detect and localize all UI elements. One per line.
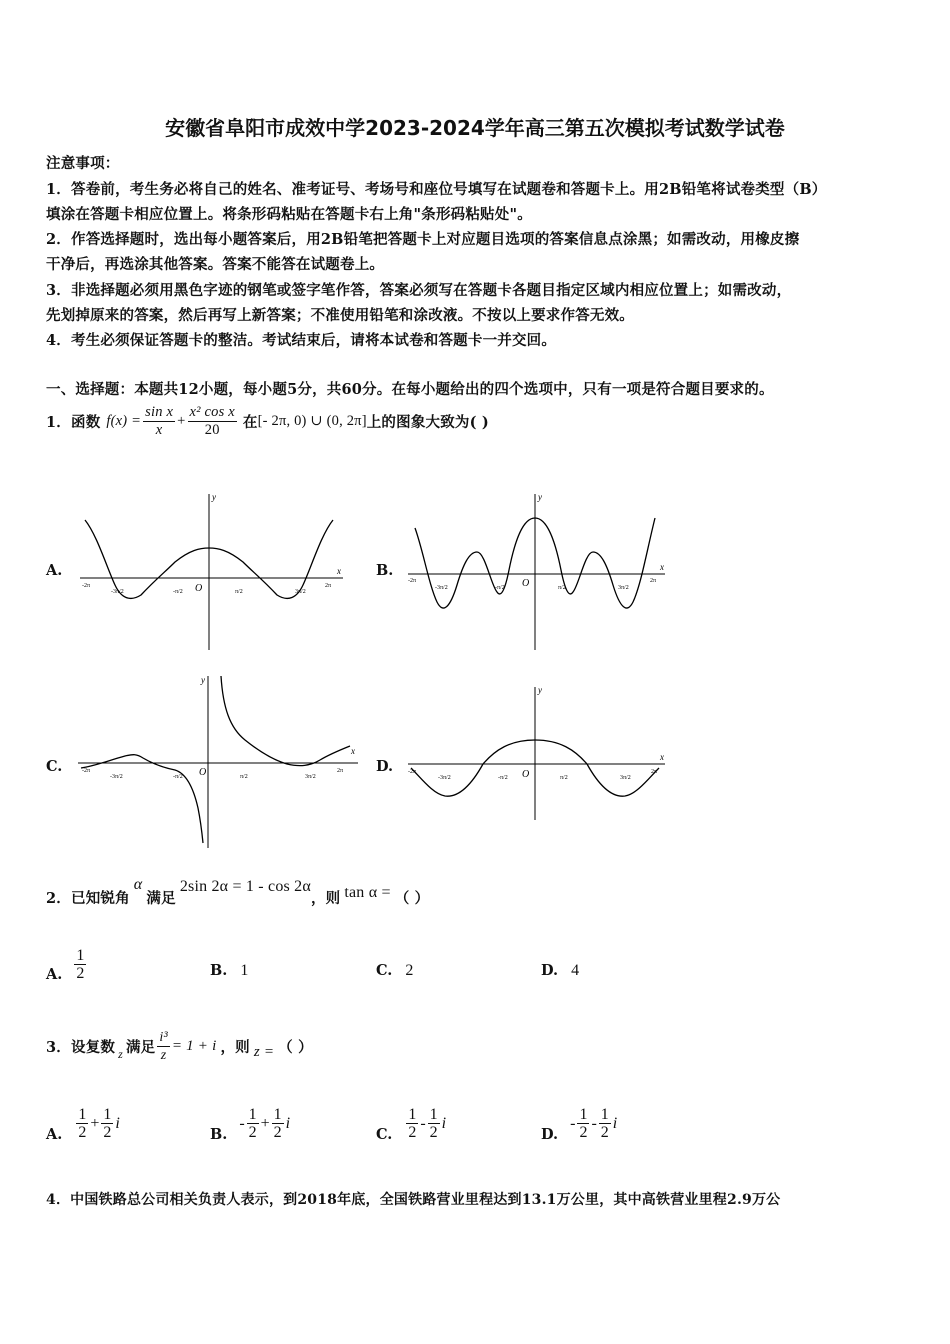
graph-d-tick-1: -2π xyxy=(408,769,417,775)
q3-num: i³ xyxy=(159,1029,168,1045)
q3-option-a-num-1: 1 xyxy=(78,1106,87,1123)
graph-b-x-label: x xyxy=(660,562,664,572)
q2-option-c[interactable] xyxy=(376,962,413,980)
q3-option-d-i: i xyxy=(612,1114,618,1132)
graph-b-tick-5: 3π/2 xyxy=(618,585,629,591)
graph-d-tick-3: -π/2 xyxy=(498,775,508,781)
q2-option-b-value: 1 xyxy=(240,962,249,979)
graph-d xyxy=(405,682,670,822)
graph-b-tick-2: -3π/2 xyxy=(435,585,448,591)
q3-option-c-frac-1 xyxy=(406,1106,418,1141)
q1-option-c-label[interactable]: C. xyxy=(46,758,63,775)
q3-option-c-i: i xyxy=(441,1114,447,1132)
q3-option-c[interactable] xyxy=(376,1104,446,1143)
q3-option-b-den-1: 2 xyxy=(248,1124,257,1141)
q3-option-c-den-2: 2 xyxy=(429,1124,438,1141)
q3-mid: 满足 xyxy=(125,1038,156,1056)
q2-option-a-den: 2 xyxy=(76,965,85,982)
graph-d-tick-5: 3π/2 xyxy=(620,775,631,781)
graph-b-tick-1: -2π xyxy=(408,578,417,584)
q3-option-d-sign-2: - xyxy=(591,1114,597,1132)
q3-option-d-den-1: 2 xyxy=(579,1124,588,1141)
notice-line-6: 先划掉原来的答案，然后再写上新答案；不准使用铅笔和涂改液。不按以上要求作答无效。 xyxy=(46,307,634,324)
graph-a-tick-2: -3π/2 xyxy=(111,589,124,595)
q3-option-d-num-2: 1 xyxy=(600,1106,609,1123)
graph-a-tick-4: π/2 xyxy=(235,589,243,595)
graph-a xyxy=(75,490,350,655)
q3-option-c-den-1: 2 xyxy=(408,1124,417,1141)
q2-expr: tan α = xyxy=(344,884,391,901)
notice-line-7: 4．考生必须保证答题卡的整洁。考试结束后，请将本试卷和答题卡一并交回。 xyxy=(46,332,557,349)
q3-option-b-frac-2 xyxy=(272,1106,284,1141)
q3-option-a-num-2: 1 xyxy=(103,1106,112,1123)
section-heading: 一、选择题：本题共12小题，每小题5分，共60分。在每小题给出的四个选项中，只有一项是符合题目要求的。 xyxy=(46,381,774,398)
q3-option-b-den-2: 2 xyxy=(273,1124,282,1141)
q3-option-b-i: i xyxy=(285,1114,291,1132)
q2-condition: 2sin 2α = 1 - cos 2α xyxy=(179,878,311,895)
graph-c xyxy=(75,668,365,850)
q2-option-c-label: C. xyxy=(376,962,393,979)
q3-comma: ，则 xyxy=(220,1038,250,1056)
q2-option-d-label: D. xyxy=(541,962,559,979)
graph-a-x-label: x xyxy=(337,566,341,576)
q2-comma: ，则 xyxy=(310,890,341,907)
graph-a-origin: O xyxy=(195,583,203,594)
q3-option-d-frac-2 xyxy=(599,1106,611,1141)
graph-c-tick-2: -3π/2 xyxy=(110,774,123,780)
q3-option-b-num-2: 1 xyxy=(273,1106,282,1123)
q2-option-c-value: 2 xyxy=(405,962,414,979)
question-4: 4．中国铁路总公司相关负责人表示，到2018年底，全国铁路营业里程达到13.1万公里，其中高铁营业里程2.9万公 xyxy=(46,1192,781,1208)
q2-mid: 满足 xyxy=(146,890,176,907)
q2-suffix: （ ） xyxy=(394,890,430,907)
notice-line-1: 1．答卷前，考生务必将自己的姓名、准考证号、考场号和座位号填写在试题卷和答题卡上。用2B铅笔将试卷类型（B） xyxy=(46,181,827,198)
q2-option-b[interactable] xyxy=(210,962,248,980)
q3-suffix: （ ） xyxy=(278,1038,313,1056)
graph-d-tick-4: π/2 xyxy=(560,775,568,781)
q3-option-b-frac-1 xyxy=(247,1106,259,1141)
q3-option-c-frac-2 xyxy=(428,1106,440,1141)
q3-option-d-den-2: 2 xyxy=(600,1124,609,1141)
graph-a-tick-5: 3π/2 xyxy=(295,589,306,595)
q3-option-d-label: D. xyxy=(541,1126,559,1143)
q3-den: z xyxy=(160,1047,167,1063)
q3-option-a-sign-2: + xyxy=(90,1114,100,1132)
q3-option-b-num-1: 1 xyxy=(248,1106,257,1123)
q2-option-a-label: A. xyxy=(46,966,63,983)
q3-option-b-sign-2: + xyxy=(260,1114,270,1132)
notice-line-3: 2．作答选择题时，选出每小题答案后，用2B铅笔把答题卡上对应题目选项的答案信息点涂黑；如需改动，用橡皮擦 xyxy=(46,231,800,248)
q1-frac1-den: x xyxy=(155,422,163,438)
graph-d-y-label: y xyxy=(538,685,542,695)
graph-c-x-label: x xyxy=(351,746,355,756)
q2-alpha: α xyxy=(133,876,143,893)
graph-d-origin: O xyxy=(522,769,530,780)
q3-option-b[interactable] xyxy=(210,1104,290,1143)
page-title: 安徽省阜阳市成效中学2023-2024学年高三第五次模拟考试数学试卷 xyxy=(165,116,785,140)
graph-c-y-label: y xyxy=(201,675,205,685)
question-3 xyxy=(46,1026,313,1066)
q3-rhs: = 1 + i xyxy=(171,1037,217,1054)
q1-frac2-den: 20 xyxy=(204,422,220,438)
q3-option-d-num-1: 1 xyxy=(579,1106,588,1123)
q1-option-b-label[interactable]: B. xyxy=(376,562,394,579)
q1-frac1-num: sin x xyxy=(145,404,174,420)
graph-a-tick-1: -2π xyxy=(82,583,91,589)
q1-plus: + xyxy=(177,413,186,429)
graph-d-tick-2: -3π/2 xyxy=(438,775,451,781)
graph-b-origin: O xyxy=(522,578,530,589)
q3-option-a-label: A. xyxy=(46,1126,63,1143)
q3-option-c-num-2: 1 xyxy=(429,1106,438,1123)
q1-frac-1 xyxy=(143,404,175,439)
q3-expr: z = xyxy=(253,1043,275,1060)
graph-d-x-label: x xyxy=(660,752,664,762)
q2-prefix: 2．已知锐角 xyxy=(46,890,130,907)
graph-c-tick-4: π/2 xyxy=(240,774,248,780)
notice-line-2: 填涂在答题卡相应位置上。将条形码粘贴在答题卡右上角"条形码粘贴处"。 xyxy=(46,206,532,223)
q3-option-d[interactable] xyxy=(541,1104,617,1143)
graph-b-tick-4: π/2 xyxy=(558,585,566,591)
q1-mid: 在 xyxy=(242,414,258,431)
graph-c-origin: O xyxy=(199,767,207,778)
q3-option-c-label: C. xyxy=(376,1126,393,1143)
graph-a-tick-3: -π/2 xyxy=(173,589,183,595)
graph-c-curve-left xyxy=(81,755,203,843)
graph-c-tick-1: -2π xyxy=(82,768,91,774)
q1-frac-2 xyxy=(188,404,237,439)
graph-c-tick-3: -π/2 xyxy=(173,774,183,780)
q3-option-a[interactable] xyxy=(46,1104,120,1143)
q3-prefix: 3．设复数 xyxy=(46,1038,116,1056)
graph-b-y-label: y xyxy=(538,492,542,502)
graph-b-tick-3: -π/2 xyxy=(495,585,505,591)
graph-a-y-label: y xyxy=(212,492,216,502)
q1-interval: [- 2π, 0) ∪ (0, 2π] xyxy=(257,413,367,429)
q1-frac2-num: x² cos x xyxy=(189,404,235,420)
notice-line-5: 3．非选择题必须用黑色字迹的钢笔或签字笔作答，答案必须写在答题卡各题目指定区域内相应位置上；如需改动， xyxy=(46,282,792,299)
q3-option-d-sign-1: - xyxy=(570,1114,576,1132)
graph-a-tick-6: 2π xyxy=(325,583,332,589)
q2-option-a[interactable] xyxy=(46,946,88,983)
q3-z: z xyxy=(118,1046,123,1061)
q3-option-a-den-1: 2 xyxy=(78,1124,87,1141)
q1-prefix: 1．函数 xyxy=(46,414,101,431)
q3-option-a-den-2: 2 xyxy=(103,1124,112,1141)
q1-option-d-label[interactable]: D. xyxy=(376,758,394,775)
q3-option-b-label: B. xyxy=(210,1126,228,1143)
graph-b-tick-6: 2π xyxy=(650,578,657,584)
q3-option-d-frac-1 xyxy=(577,1106,589,1141)
graph-c-curve-right xyxy=(221,676,350,766)
notice-line-4: 干净后，再选涂其他答案。答案不能答在试题卷上。 xyxy=(46,256,385,273)
question-1 xyxy=(46,404,489,439)
q2-option-a-num: 1 xyxy=(76,947,85,964)
question-2 xyxy=(46,878,429,908)
q3-option-b-sign-1: - xyxy=(239,1114,245,1132)
q3-option-a-i: i xyxy=(115,1114,120,1132)
q1-fx: f(x) = xyxy=(106,413,142,429)
graph-b xyxy=(405,490,670,655)
q2-option-b-label: B. xyxy=(210,962,228,979)
q3-option-c-sign-2: - xyxy=(420,1114,426,1132)
q2-option-a-fraction xyxy=(74,947,86,982)
q1-option-a-label[interactable]: A. xyxy=(46,562,63,579)
q3-option-c-num-1: 1 xyxy=(408,1106,417,1123)
notice-heading: 注意事项： xyxy=(46,155,120,172)
q3-option-a-frac-2 xyxy=(101,1106,113,1141)
graph-c-tick-5: 3π/2 xyxy=(305,774,316,780)
q1-suffix: 上的图象大致为( ) xyxy=(366,414,489,431)
graph-d-tick-6: 2π xyxy=(651,769,658,775)
q2-option-d-value: 4 xyxy=(571,962,580,979)
q3-option-a-frac-1 xyxy=(76,1106,88,1141)
q2-option-d[interactable] xyxy=(541,962,579,980)
graph-c-tick-6: 2π xyxy=(337,768,344,774)
q3-fraction xyxy=(157,1029,170,1064)
